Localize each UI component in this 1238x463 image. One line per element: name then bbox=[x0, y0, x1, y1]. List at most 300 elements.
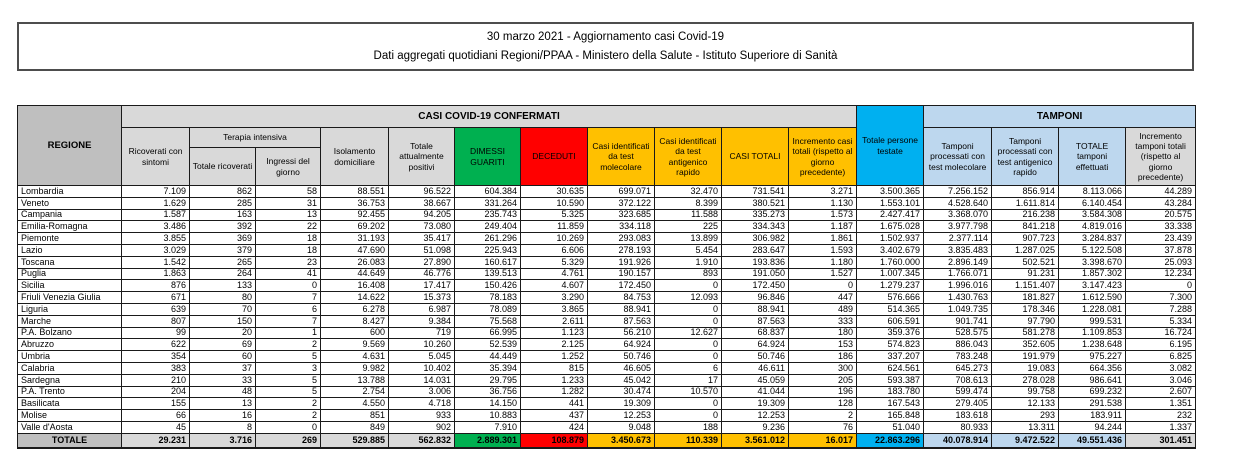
value-cell: 3.450.673 bbox=[588, 433, 655, 448]
value-cell: 133 bbox=[190, 280, 256, 292]
value-cell: 29.231 bbox=[122, 433, 190, 448]
value-cell: 11.859 bbox=[521, 221, 588, 233]
column-header-tamponi-molecolare: Tamponi processati con test molecolare bbox=[924, 128, 992, 186]
value-cell: 36.753 bbox=[321, 197, 389, 209]
value-cell: 3.368.070 bbox=[924, 209, 992, 221]
value-cell: 1.760.000 bbox=[857, 256, 924, 268]
value-cell: 46.611 bbox=[722, 362, 789, 374]
value-cell: 3.398.670 bbox=[1059, 256, 1126, 268]
value-cell: 7.910 bbox=[455, 421, 521, 433]
value-cell: 4.550 bbox=[321, 398, 389, 410]
value-cell: 69.202 bbox=[321, 221, 389, 233]
value-cell: 369 bbox=[190, 233, 256, 245]
value-cell: 699.232 bbox=[1059, 386, 1126, 398]
value-cell: 6 bbox=[256, 303, 321, 315]
value-cell: 225 bbox=[655, 221, 722, 233]
value-cell: 301.451 bbox=[1126, 433, 1196, 448]
value-cell: 1.857.302 bbox=[1059, 268, 1126, 280]
value-cell: 2 bbox=[256, 398, 321, 410]
column-header-isolamento-domiciliare: Isolamento domiciliare bbox=[321, 128, 389, 186]
column-header-ingressi-del-giorno: Ingressi del giorno bbox=[256, 148, 321, 186]
value-cell: 9.472.522 bbox=[992, 433, 1059, 448]
value-cell: 1.238.648 bbox=[1059, 339, 1126, 351]
value-cell: 2.377.114 bbox=[924, 233, 992, 245]
value-cell: 528.575 bbox=[924, 327, 992, 339]
table-row bbox=[18, 268, 1196, 280]
value-cell: 47.690 bbox=[321, 244, 389, 256]
report-title-line2: Dati aggregati quotidiani Regioni/PPAA - Ministero della Salute - Istituto Superiore di Sanità bbox=[373, 49, 838, 62]
value-cell: 1.007.345 bbox=[857, 268, 924, 280]
value-cell: 862 bbox=[190, 186, 256, 198]
value-cell: 0 bbox=[256, 421, 321, 433]
value-cell: 1.766.071 bbox=[924, 268, 992, 280]
value-cell: 58 bbox=[256, 186, 321, 198]
value-cell: 1.123 bbox=[521, 327, 588, 339]
value-cell: 0 bbox=[655, 315, 722, 327]
value-cell: 3.584.308 bbox=[1059, 209, 1126, 221]
value-cell: 6.278 bbox=[321, 303, 389, 315]
value-cell: 8.427 bbox=[321, 315, 389, 327]
table-row bbox=[18, 410, 1196, 422]
value-cell: 0 bbox=[655, 351, 722, 363]
table-row bbox=[18, 398, 1196, 410]
value-cell: 2 bbox=[256, 410, 321, 422]
value-cell: 52.539 bbox=[455, 339, 521, 351]
table-row bbox=[18, 244, 1196, 256]
value-cell: 269 bbox=[256, 433, 321, 448]
value-cell: 6.140.454 bbox=[1059, 197, 1126, 209]
value-cell: 622 bbox=[122, 339, 190, 351]
value-cell: 205 bbox=[789, 374, 857, 386]
value-cell: 514.365 bbox=[857, 303, 924, 315]
value-cell: 9.236 bbox=[722, 421, 789, 433]
region-name: Umbria bbox=[18, 351, 122, 363]
region-name: Sardegna bbox=[18, 374, 122, 386]
value-cell: 22.863.296 bbox=[857, 433, 924, 448]
value-cell: 3.865 bbox=[521, 303, 588, 315]
value-cell: 2.125 bbox=[521, 339, 588, 351]
column-header-attualmente-positivi: Totale attualmente positivi bbox=[389, 128, 455, 186]
value-cell: 1.611.814 bbox=[992, 197, 1059, 209]
value-cell: 22 bbox=[256, 221, 321, 233]
value-cell: 1.861 bbox=[789, 233, 857, 245]
value-cell: 75.568 bbox=[455, 315, 521, 327]
value-cell: 3.029 bbox=[122, 244, 190, 256]
value-cell: 907.723 bbox=[992, 233, 1059, 245]
value-cell: 334.118 bbox=[588, 221, 655, 233]
value-cell: 155 bbox=[122, 398, 190, 410]
value-cell: 10.883 bbox=[455, 410, 521, 422]
group-header-tamponi: TAMPONI bbox=[924, 106, 1196, 128]
value-cell: 3.046 bbox=[1126, 374, 1196, 386]
table-row bbox=[18, 351, 1196, 363]
value-cell: 38.667 bbox=[389, 197, 455, 209]
value-cell: 5 bbox=[256, 351, 321, 363]
value-cell: 352.605 bbox=[992, 339, 1059, 351]
region-name: Puglia bbox=[18, 268, 122, 280]
value-cell: 50.746 bbox=[722, 351, 789, 363]
value-cell: 1.612.590 bbox=[1059, 292, 1126, 304]
value-cell: 1.502.937 bbox=[857, 233, 924, 245]
value-cell: 46.776 bbox=[389, 268, 455, 280]
value-cell: 2.611 bbox=[521, 315, 588, 327]
value-cell: 70 bbox=[190, 303, 256, 315]
value-cell: 333 bbox=[789, 315, 857, 327]
value-cell: 6.195 bbox=[1126, 339, 1196, 351]
value-cell: 6.987 bbox=[389, 303, 455, 315]
value-cell: 3.147.423 bbox=[1059, 280, 1126, 292]
value-cell: 664.356 bbox=[1059, 362, 1126, 374]
value-cell: 4.819.016 bbox=[1059, 221, 1126, 233]
region-name: Sicilia bbox=[18, 280, 122, 292]
value-cell: 1.282 bbox=[521, 386, 588, 398]
table-row bbox=[18, 256, 1196, 268]
value-cell: 392 bbox=[190, 221, 256, 233]
value-cell: 183.780 bbox=[857, 386, 924, 398]
value-cell: 45.059 bbox=[722, 374, 789, 386]
value-cell: 204 bbox=[122, 386, 190, 398]
value-cell: 69 bbox=[190, 339, 256, 351]
table-row bbox=[18, 209, 1196, 221]
column-header-casi-test-molecolare: Casi identificati da test molecolare bbox=[588, 128, 655, 186]
value-cell: 225.943 bbox=[455, 244, 521, 256]
value-cell: 12.133 bbox=[992, 398, 1059, 410]
header-band-row bbox=[18, 106, 1196, 128]
value-cell: 4.631 bbox=[321, 351, 389, 363]
table-row bbox=[18, 292, 1196, 304]
value-cell: 190.157 bbox=[588, 268, 655, 280]
value-cell: 1.593 bbox=[789, 244, 857, 256]
total-label: TOTALE bbox=[18, 433, 122, 448]
value-cell: 447 bbox=[789, 292, 857, 304]
value-cell: 172.450 bbox=[588, 280, 655, 292]
region-name: P.A. Bolzano bbox=[18, 327, 122, 339]
value-cell: 12.234 bbox=[1126, 268, 1196, 280]
value-cell: 27.890 bbox=[389, 256, 455, 268]
value-cell: 31 bbox=[256, 197, 321, 209]
value-cell: 35.394 bbox=[455, 362, 521, 374]
value-cell: 181.827 bbox=[992, 292, 1059, 304]
value-cell: 29.795 bbox=[455, 374, 521, 386]
value-cell: 3.500.365 bbox=[857, 186, 924, 198]
value-cell: 87.563 bbox=[722, 315, 789, 327]
value-cell: 5.329 bbox=[521, 256, 588, 268]
value-cell: 68.837 bbox=[722, 327, 789, 339]
column-header-regione: REGIONE bbox=[18, 106, 122, 186]
value-cell: 323.685 bbox=[588, 209, 655, 221]
value-cell: 2 bbox=[256, 339, 321, 351]
value-cell: 88.551 bbox=[321, 186, 389, 198]
value-cell: 283.647 bbox=[722, 244, 789, 256]
total-row bbox=[18, 433, 1196, 448]
value-cell: 1.430.763 bbox=[924, 292, 992, 304]
value-cell: 1.233 bbox=[521, 374, 588, 386]
value-cell: 5.045 bbox=[389, 351, 455, 363]
value-cell: 606.591 bbox=[857, 315, 924, 327]
value-cell: 12.253 bbox=[588, 410, 655, 422]
value-cell: 50.746 bbox=[588, 351, 655, 363]
value-cell: 731.541 bbox=[722, 186, 789, 198]
value-cell: 9.569 bbox=[321, 339, 389, 351]
table-row bbox=[18, 386, 1196, 398]
value-cell: 84.753 bbox=[588, 292, 655, 304]
value-cell: 13 bbox=[190, 398, 256, 410]
value-cell: 3.006 bbox=[389, 386, 455, 398]
value-cell: 902 bbox=[389, 421, 455, 433]
value-cell: 23.439 bbox=[1126, 233, 1196, 245]
value-cell: 1.996.016 bbox=[924, 280, 992, 292]
report-title-line1: 30 marzo 2021 - Aggiornamento casi Covid-19 bbox=[486, 30, 725, 43]
value-cell: 4.528.640 bbox=[924, 197, 992, 209]
region-name: Veneto bbox=[18, 197, 122, 209]
value-cell: 0 bbox=[1126, 280, 1196, 292]
value-cell: 3.082 bbox=[1126, 362, 1196, 374]
value-cell: 489 bbox=[789, 303, 857, 315]
value-cell: 19.083 bbox=[992, 362, 1059, 374]
value-cell: 2.607 bbox=[1126, 386, 1196, 398]
column-header-ricoverati-con-sintomi: Ricoverati con sintomi bbox=[122, 128, 190, 186]
value-cell: 3.402.679 bbox=[857, 244, 924, 256]
value-cell: 1.049.735 bbox=[924, 303, 992, 315]
value-cell: 17.417 bbox=[389, 280, 455, 292]
value-cell: 88.941 bbox=[722, 303, 789, 315]
value-cell: 43.284 bbox=[1126, 197, 1196, 209]
value-cell: 26.083 bbox=[321, 256, 389, 268]
value-cell: 6.825 bbox=[1126, 351, 1196, 363]
value-cell: 7.256.152 bbox=[924, 186, 992, 198]
value-cell: 76 bbox=[789, 421, 857, 433]
table-row bbox=[18, 327, 1196, 339]
value-cell: 91.231 bbox=[992, 268, 1059, 280]
value-cell: 40.078.914 bbox=[924, 433, 992, 448]
value-cell: 20 bbox=[190, 327, 256, 339]
value-cell: 4.718 bbox=[389, 398, 455, 410]
value-cell: 261.296 bbox=[455, 233, 521, 245]
value-cell: 33.338 bbox=[1126, 221, 1196, 233]
value-cell: 291.538 bbox=[1059, 398, 1126, 410]
value-cell: 562.832 bbox=[389, 433, 455, 448]
value-cell: 293.083 bbox=[588, 233, 655, 245]
value-cell: 183.911 bbox=[1059, 410, 1126, 422]
value-cell: 0 bbox=[789, 280, 857, 292]
value-cell: 232 bbox=[1126, 410, 1196, 422]
value-cell: 35.417 bbox=[389, 233, 455, 245]
value-cell: 31.193 bbox=[321, 233, 389, 245]
value-cell: 87.563 bbox=[588, 315, 655, 327]
value-cell: 604.384 bbox=[455, 186, 521, 198]
value-cell: 16.408 bbox=[321, 280, 389, 292]
value-cell: 10.260 bbox=[389, 339, 455, 351]
value-cell: 10.402 bbox=[389, 362, 455, 374]
value-cell: 624.561 bbox=[857, 362, 924, 374]
value-cell: 37.878 bbox=[1126, 244, 1196, 256]
value-cell: 14.150 bbox=[455, 398, 521, 410]
value-cell: 188 bbox=[655, 421, 722, 433]
value-cell: 574.823 bbox=[857, 339, 924, 351]
value-cell: 3.977.798 bbox=[924, 221, 992, 233]
value-cell: 2.889.301 bbox=[455, 433, 521, 448]
value-cell: 331.264 bbox=[455, 197, 521, 209]
value-cell: 249.404 bbox=[455, 221, 521, 233]
group-header-casi-confermati: CASI COVID-19 CONFERMATI bbox=[122, 106, 857, 128]
value-cell: 66.995 bbox=[455, 327, 521, 339]
value-cell: 335.273 bbox=[722, 209, 789, 221]
value-cell: 3.561.012 bbox=[722, 433, 789, 448]
value-cell: 6 bbox=[655, 362, 722, 374]
value-cell: 379 bbox=[190, 244, 256, 256]
value-cell: 94.244 bbox=[1059, 421, 1126, 433]
value-cell: 45 bbox=[122, 421, 190, 433]
value-cell: 1.587 bbox=[122, 209, 190, 221]
column-header-totale-tamponi: TOTALE tamponi effettuati bbox=[1059, 128, 1126, 186]
region-name: Calabria bbox=[18, 362, 122, 374]
value-cell: 4.761 bbox=[521, 268, 588, 280]
value-cell: 9.048 bbox=[588, 421, 655, 433]
value-cell: 16 bbox=[190, 410, 256, 422]
region-name: Liguria bbox=[18, 303, 122, 315]
value-cell: 36.756 bbox=[455, 386, 521, 398]
value-cell: 14.031 bbox=[389, 374, 455, 386]
value-cell: 150.426 bbox=[455, 280, 521, 292]
column-header-casi-test-antigenico: Casi identificati da test antigenico rapido bbox=[655, 128, 722, 186]
value-cell: 78.089 bbox=[455, 303, 521, 315]
value-cell: 44.289 bbox=[1126, 186, 1196, 198]
value-cell: 1.109.853 bbox=[1059, 327, 1126, 339]
value-cell: 3.716 bbox=[190, 433, 256, 448]
value-cell: 372.122 bbox=[588, 197, 655, 209]
value-cell: 3.835.483 bbox=[924, 244, 992, 256]
value-cell: 210 bbox=[122, 374, 190, 386]
value-cell: 278.193 bbox=[588, 244, 655, 256]
value-cell: 11.588 bbox=[655, 209, 722, 221]
value-cell: 4.607 bbox=[521, 280, 588, 292]
region-name: Friuli Venezia Giulia bbox=[18, 292, 122, 304]
value-cell: 3.855 bbox=[122, 233, 190, 245]
value-cell: 0 bbox=[655, 280, 722, 292]
value-cell: 13.311 bbox=[992, 421, 1059, 433]
value-cell: 96.846 bbox=[722, 292, 789, 304]
value-cell: 380.521 bbox=[722, 197, 789, 209]
value-cell: 12.093 bbox=[655, 292, 722, 304]
value-cell: 975.227 bbox=[1059, 351, 1126, 363]
value-cell: 1.187 bbox=[789, 221, 857, 233]
covid-data-table bbox=[17, 105, 1196, 449]
region-name: Piemonte bbox=[18, 233, 122, 245]
value-cell: 110.339 bbox=[655, 433, 722, 448]
value-cell: 851 bbox=[321, 410, 389, 422]
value-cell: 30.635 bbox=[521, 186, 588, 198]
value-cell: 51.098 bbox=[389, 244, 455, 256]
value-cell: 306.982 bbox=[722, 233, 789, 245]
value-cell: 1.279.237 bbox=[857, 280, 924, 292]
value-cell: 1.629 bbox=[122, 197, 190, 209]
value-cell: 1.252 bbox=[521, 351, 588, 363]
column-header-tamponi-antigenico: Tamponi processati con test antigenico rapido bbox=[992, 128, 1059, 186]
value-cell: 383 bbox=[122, 362, 190, 374]
value-cell: 80 bbox=[190, 292, 256, 304]
value-cell: 3.284.837 bbox=[1059, 233, 1126, 245]
value-cell: 893 bbox=[655, 268, 722, 280]
value-cell: 44.449 bbox=[455, 351, 521, 363]
value-cell: 33 bbox=[190, 374, 256, 386]
table-row bbox=[18, 221, 1196, 233]
value-cell: 13.788 bbox=[321, 374, 389, 386]
value-cell: 13.899 bbox=[655, 233, 722, 245]
value-cell: 46.605 bbox=[588, 362, 655, 374]
value-cell: 193.836 bbox=[722, 256, 789, 268]
value-cell: 191.979 bbox=[992, 351, 1059, 363]
value-cell: 8.113.066 bbox=[1059, 186, 1126, 198]
value-cell: 12.627 bbox=[655, 327, 722, 339]
value-cell: 60 bbox=[190, 351, 256, 363]
value-cell: 178.346 bbox=[992, 303, 1059, 315]
header-mid-row bbox=[18, 128, 1196, 148]
value-cell: 3.290 bbox=[521, 292, 588, 304]
value-cell: 1.573 bbox=[789, 209, 857, 221]
value-cell: 815 bbox=[521, 362, 588, 374]
table-row bbox=[18, 197, 1196, 209]
value-cell: 3.271 bbox=[789, 186, 857, 198]
value-cell: 8 bbox=[190, 421, 256, 433]
table-row bbox=[18, 421, 1196, 433]
value-cell: 78.183 bbox=[455, 292, 521, 304]
value-cell: 933 bbox=[389, 410, 455, 422]
value-cell: 183.618 bbox=[924, 410, 992, 422]
table-row bbox=[18, 315, 1196, 327]
value-cell: 10.570 bbox=[655, 386, 722, 398]
value-cell: 9.384 bbox=[389, 315, 455, 327]
value-cell: 80.933 bbox=[924, 421, 992, 433]
value-cell: 593.387 bbox=[857, 374, 924, 386]
region-name: Campania bbox=[18, 209, 122, 221]
value-cell: 708.613 bbox=[924, 374, 992, 386]
value-cell: 96.522 bbox=[389, 186, 455, 198]
value-cell: 196 bbox=[789, 386, 857, 398]
value-cell: 1.228.081 bbox=[1059, 303, 1126, 315]
value-cell: 139.513 bbox=[455, 268, 521, 280]
value-cell: 1.351 bbox=[1126, 398, 1196, 410]
column-header-casi-totali: CASI TOTALI bbox=[722, 128, 789, 186]
value-cell: 10.269 bbox=[521, 233, 588, 245]
value-cell: 0 bbox=[655, 339, 722, 351]
region-name: Emilia-Romagna bbox=[18, 221, 122, 233]
column-header-totale-ricoverati: Totale ricoverati bbox=[190, 148, 256, 186]
value-cell: 278.028 bbox=[992, 374, 1059, 386]
value-cell: 5.122.508 bbox=[1059, 244, 1126, 256]
value-cell: 671 bbox=[122, 292, 190, 304]
value-cell: 16.724 bbox=[1126, 327, 1196, 339]
value-cell: 12.253 bbox=[722, 410, 789, 422]
value-cell: 32.470 bbox=[655, 186, 722, 198]
value-cell: 2.896.149 bbox=[924, 256, 992, 268]
value-cell: 856.914 bbox=[992, 186, 1059, 198]
value-cell: 3 bbox=[256, 362, 321, 374]
value-cell: 0 bbox=[256, 280, 321, 292]
value-cell: 849 bbox=[321, 421, 389, 433]
value-cell: 600 bbox=[321, 327, 389, 339]
value-cell: 999.531 bbox=[1059, 315, 1126, 327]
value-cell: 337.207 bbox=[857, 351, 924, 363]
value-cell: 581.278 bbox=[992, 327, 1059, 339]
value-cell: 20.575 bbox=[1126, 209, 1196, 221]
value-cell: 1.180 bbox=[789, 256, 857, 268]
region-name: Toscana bbox=[18, 256, 122, 268]
table-row bbox=[18, 186, 1196, 198]
value-cell: 10.590 bbox=[521, 197, 588, 209]
value-cell: 30.474 bbox=[588, 386, 655, 398]
value-cell: 699.071 bbox=[588, 186, 655, 198]
value-cell: 49.551.436 bbox=[1059, 433, 1126, 448]
